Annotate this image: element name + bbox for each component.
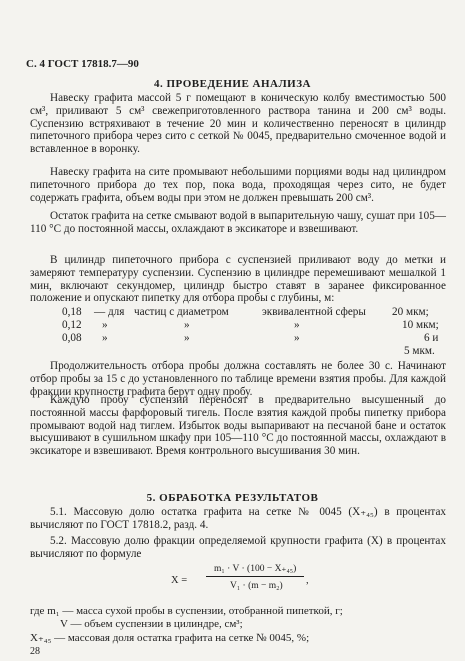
- paragraph-1: Навеску графита массой 5 г помещают в коническую колбу вместимостью 500 см³, приливают 5 см³ свежеприготовленного раствора танина и 200 см³ воды. Суспензию встряхивают в течение 20 мин и количественно переносят в цилиндр пипеточного прибора через сито с сеткой № 0045, предварительно смоченное водой и вставленное в воронку.: [30, 92, 446, 156]
- page-number: 28: [30, 646, 40, 657]
- depth-col1: »: [102, 319, 108, 331]
- formula-lhs: X =: [171, 575, 188, 586]
- section-4-title: 4. ПРОВЕДЕНИЕ АНАЛИЗА: [154, 78, 311, 90]
- depth-col2: частиц с диаметром: [134, 306, 229, 318]
- depth-row: [62, 345, 444, 358]
- depth-size: 5 мкм.: [404, 345, 435, 357]
- depth-size: 10 мкм;: [402, 319, 439, 331]
- paragraph-6: Каждую пробу суспензии переносят в предварительно высушенный до постоянной массы фарфоровый тигель. После взятия каждой пробы пипетку прибора промывают водой над тиглем. Избыток воды выпаривают на песчаной бане и остаток высушивают в сушильном шкафу при 105—110 °С до постоянной массы, охлаждают в эксикаторе и взвешивают. Время контрольного высушивания 30 мин.: [30, 394, 446, 458]
- depth-col1: — для: [94, 306, 125, 318]
- depth-value: 0,18: [62, 306, 82, 318]
- depth-col1: »: [102, 332, 108, 344]
- paragraph-3: Остаток графита на сетке смывают водой в выпарительную чашу, сушат при 105—110 °С до постоянной массы, охлаждают в эксикаторе и взвешивают.: [30, 210, 446, 235]
- paragraph-2: Навеску графита на сите промывают небольшими порциями воды над цилиндром пипеточного прибора до тех пор, пока вода, проходящая через сито, не будет содержать графита, объем воды при этом не должен превышать 200 см³.: [30, 166, 446, 204]
- formula-denominator: V₁ · (m − m₂): [230, 581, 283, 591]
- paragraph-5: Продолжительность отбора пробы должна составлять не более 30 с. Начинают отбор пробы за 15 с до установленного по таблице времени взятия пробы. Для каждой фракции крупности графита берут одну пробу.: [30, 360, 446, 398]
- formula-numerator: m₁ · V · (100 − X₊₄₅): [214, 564, 297, 574]
- where-line: V — объем суспензии в цилиндре, см³;: [60, 618, 243, 630]
- paragraph-4: В цилиндр пипеточного прибора с суспензией приливают воду до метки и замеряют температуру суспензии. Суспензию в цилиндре перемешивают мешалкой 1 мин, включают секундомер, цилиндр быстро ставят в заранее фиксированное положение и опускают пипетку для отбора пробы с глубины, м:: [30, 254, 446, 305]
- depth-size: 20 мкм;: [392, 306, 429, 318]
- depth-value: 0,08: [62, 332, 82, 344]
- depth-row: [62, 306, 444, 319]
- paragraph-5-2: 5.2. Массовую долю фракции определяемой крупности графита (X) в процентах вычисляют по формуле: [30, 535, 446, 560]
- depth-size: 6 и: [424, 332, 439, 344]
- depth-col3: »: [294, 332, 300, 344]
- fraction-bar: [206, 576, 304, 577]
- depth-col3: эквивалентной сферы: [262, 306, 366, 318]
- section-5-title: 5. ОБРАБОТКА РЕЗУЛЬТАТОВ: [146, 492, 319, 504]
- where-line: где m₁ — масса сухой пробы в суспензии, отобранной пипеткой, г;: [30, 605, 343, 617]
- paragraph-5-1: 5.1. Массовую долю остатка графита на сетке № 0045 (X₊₄₅) в процентах вычисляют по ГОСТ 17818.2, разд. 4.: [30, 506, 446, 531]
- page-header: С. 4 ГОСТ 17818.7—90: [26, 58, 139, 70]
- formula-trail: ,: [306, 575, 309, 586]
- depth-col3: »: [294, 319, 300, 331]
- depth-row: [62, 332, 444, 345]
- depth-row: [62, 319, 444, 332]
- depth-value: 0,12: [62, 319, 82, 331]
- depth-col2: »: [184, 319, 190, 331]
- where-line: X₊₄₅ — массовая доля остатка графита на сетке № 0045, %;: [30, 632, 310, 644]
- depth-col2: »: [184, 332, 190, 344]
